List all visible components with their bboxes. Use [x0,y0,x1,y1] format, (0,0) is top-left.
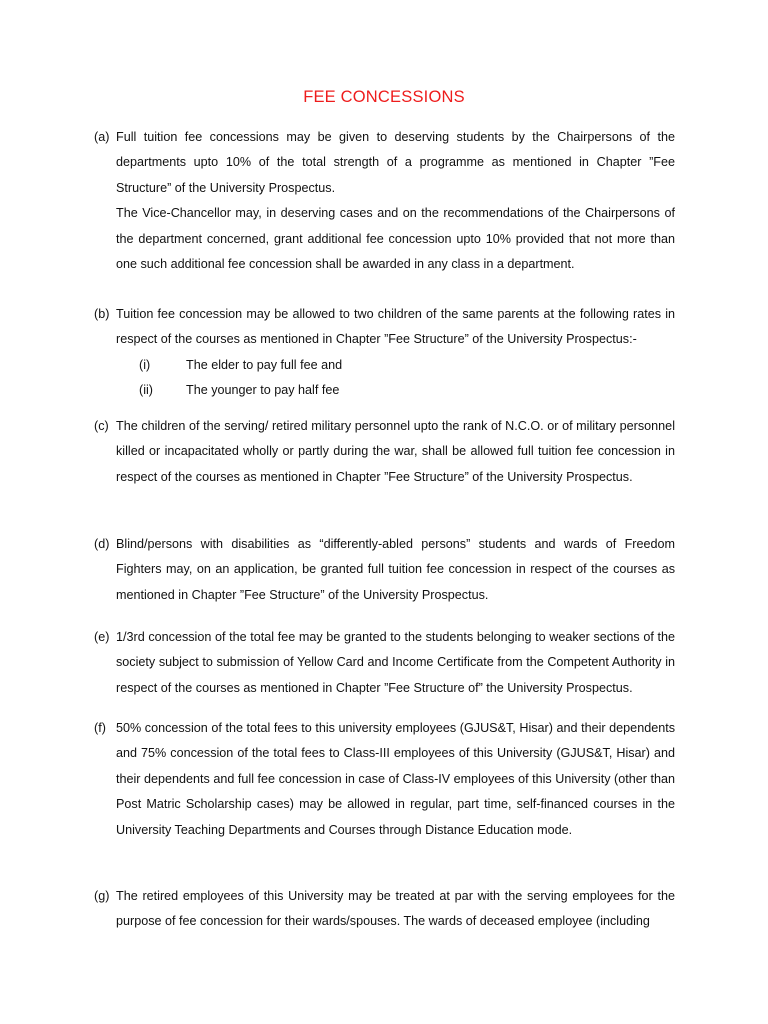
clause-label: (b) [94,307,110,321]
sub-item [94,378,675,403]
clause-c [94,414,675,490]
page-title: FEE CONCESSIONS [303,88,465,106]
clause-e [94,625,675,701]
clause-label: (a) [94,130,110,144]
clause-d [94,532,675,608]
sub-item [94,353,675,378]
clause-label: (c) [94,419,109,433]
clause-f [94,716,675,843]
clause-b [94,302,675,404]
clause-d-paragraph-1: Blind/persons with disabilities as “differently-abled persons” students and wards of Freedom Fighters may, on an application, be granted full tuition fee concession in respect of the courses as mentioned in Chapter ”Fee Structure” of the University Prospectus. [116,537,675,602]
clause-b-paragraph-1: Tuition fee concession may be allowed to two children of the same parents at the following rates in respect of the courses as mentioned in Chapter ”Fee Structure” of the University Prospectus:- [116,307,675,347]
sub-item-text: The elder to pay full fee and [186,357,343,372]
clause-label: (d) [94,537,110,551]
clause-f-paragraph-1: 50% concession of the total fees to this university employees (GJUS&T, Hisar) and their dependents and 75% concession of the total fees to Class-III employees of this University (GJUS&T, Hisar) and their dependents and full fee concession in case of Class-IV employees of this University (other than Post Matric Scholarship cases) may be allowed in regular, part time, self-financed courses in the University Teaching Departments and Courses through Distance Education mode. [116,721,675,837]
clause-label: (e) [94,630,110,644]
sub-item-number: (i) [139,357,151,372]
clause-c-paragraph-1: The children of the serving/ retired military personnel upto the rank of N.C.O. or of military personnel killed or incapacitated wholly or partly during the war, shall be allowed full tuition fee concession in respect of the courses as mentioned in Chapter ”Fee Structure” of the University Prospectus. [116,419,675,484]
sub-item-number: (ii) [139,383,153,398]
clause-label: (g) [94,889,110,903]
clause-g-paragraph-1: The retired employees of this University may be treated at par with the serving employees for the purpose of fee concession for their wards/spouses. The wards of deceased employee (including [116,889,675,929]
clause-a [94,125,675,277]
clause-e-paragraph-1: 1/3rd concession of the total fee may be granted to the students belonging to weaker sections of the society subject to submission of Yellow Card and Income Certificate from the Competent Authority in respect of the courses as mentioned in Chapter ”Fee Structure of” the University Prospectus. [116,630,675,695]
clause-a-paragraph-2: The Vice-Chancellor may, in deserving cases and on the recommendations of the Chairpersons of the department concerned, grant additional fee concession upto 10% provided that not more than one such additional fee concession shall be awarded in any class in a department. [116,206,675,272]
clause-label: (f) [94,721,106,735]
sub-item-text: The younger to pay half fee [186,383,340,398]
clause-g [94,884,675,935]
clause-a-paragraph-1: Full tuition fee concessions may be given to deserving students by the Chairpersons of the departments upto 10% of the total strength of a programme as mentioned in Chapter ”Fee Structure” of the University Prospectus. [116,130,675,195]
